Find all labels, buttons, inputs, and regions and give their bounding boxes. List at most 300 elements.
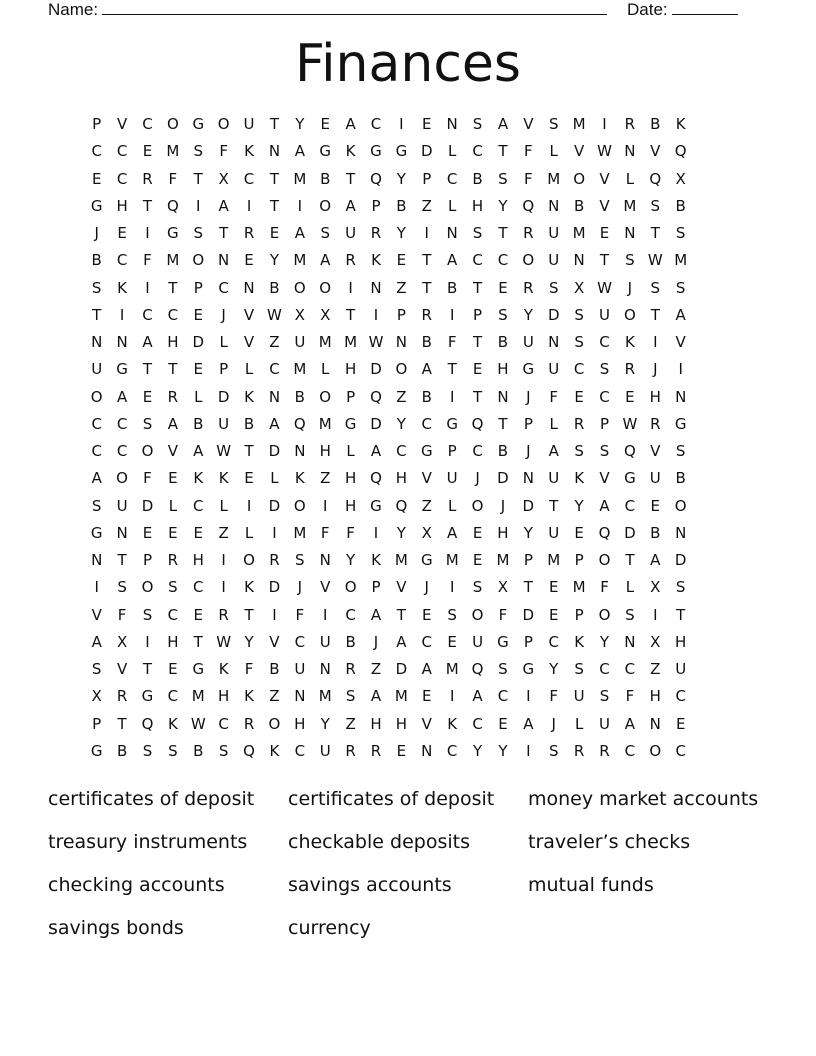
grid-letter[interactable]: P — [219, 360, 229, 379]
grid-letter[interactable]: Q — [471, 660, 484, 678]
grid-letter[interactable]: O — [598, 551, 611, 569]
grid-letter[interactable]: G — [674, 414, 687, 433]
grid-letter[interactable]: T — [650, 305, 660, 324]
grid-letter[interactable]: D — [624, 523, 636, 542]
grid-letter[interactable]: R — [167, 387, 179, 406]
grid-letter[interactable]: X — [675, 169, 686, 188]
grid-letter[interactable]: V — [396, 578, 407, 597]
grid-letter[interactable]: H — [167, 632, 179, 651]
grid-letter[interactable]: X — [116, 632, 128, 651]
grid-letter[interactable]: I — [272, 605, 277, 624]
grid-letter[interactable]: Y — [396, 224, 406, 242]
grid-letter[interactable]: G — [319, 142, 332, 161]
grid-letter[interactable]: U — [548, 224, 560, 242]
grid-letter[interactable]: I — [399, 115, 404, 133]
grid-letter[interactable]: L — [625, 169, 635, 188]
grid-letter[interactable]: L — [549, 414, 558, 433]
grid-letter[interactable]: J — [653, 360, 658, 379]
grid-letter[interactable]: A — [624, 714, 636, 733]
grid-letter[interactable]: R — [345, 660, 356, 678]
grid-letter[interactable]: L — [574, 714, 584, 733]
grid-letter[interactable]: T — [422, 278, 432, 297]
grid-letter[interactable]: E — [193, 305, 203, 324]
grid-letter[interactable]: T — [193, 632, 203, 651]
grid-letter[interactable]: V — [269, 632, 280, 651]
grid-letter[interactable]: K — [244, 687, 254, 706]
grid-letter[interactable]: W — [216, 442, 232, 460]
grid-letter[interactable]: E — [548, 578, 559, 597]
grid-letter[interactable]: G — [497, 632, 509, 651]
grid-letter[interactable]: S — [574, 442, 584, 460]
grid-letter[interactable]: C — [446, 169, 458, 188]
grid-letter[interactable]: T — [244, 442, 254, 460]
grid-letter[interactable]: N — [649, 714, 661, 733]
grid-letter[interactable]: W — [368, 333, 384, 351]
grid-letter[interactable]: C — [472, 442, 483, 460]
grid-letter[interactable]: L — [321, 360, 330, 379]
grid-letter[interactable]: O — [141, 578, 154, 597]
grid-letter[interactable]: M — [394, 687, 408, 706]
grid-letter[interactable]: L — [270, 469, 279, 488]
grid-letter[interactable]: M — [318, 687, 332, 706]
grid-letter[interactable]: K — [244, 387, 254, 406]
grid-letter[interactable]: E — [142, 142, 153, 161]
grid-letter[interactable]: B — [497, 442, 509, 460]
grid-letter[interactable]: L — [168, 496, 178, 515]
grid-letter[interactable]: Z — [650, 660, 661, 678]
grid-letter[interactable]: N — [294, 442, 306, 460]
grid-letter[interactable]: B — [472, 169, 483, 188]
grid-letter[interactable]: E — [193, 360, 203, 379]
grid-letter[interactable]: I — [526, 741, 531, 760]
grid-letter[interactable]: M — [445, 660, 459, 678]
grid-letter[interactable]: A — [650, 551, 661, 569]
grid-letter[interactable]: M — [293, 523, 307, 542]
grid-letter[interactable]: B — [91, 251, 102, 270]
grid-letter[interactable]: C — [396, 442, 407, 460]
grid-letter[interactable]: M — [674, 251, 688, 270]
grid-letter[interactable]: I — [94, 578, 99, 597]
grid-letter[interactable]: R — [243, 224, 255, 242]
grid-letter[interactable]: J — [221, 305, 226, 324]
grid-letter[interactable]: B — [269, 278, 280, 297]
grid-letter[interactable]: P — [574, 551, 584, 569]
grid-letter[interactable]: M — [166, 142, 180, 161]
grid-letter[interactable]: A — [396, 632, 407, 651]
grid-letter[interactable]: D — [268, 442, 281, 460]
grid-letter[interactable]: E — [422, 605, 432, 624]
grid-letter[interactable]: G — [370, 142, 382, 161]
grid-letter[interactable]: V — [599, 469, 610, 488]
grid-letter[interactable]: P — [371, 578, 381, 597]
grid-letter[interactable]: C — [91, 142, 102, 161]
grid-letter[interactable]: S — [625, 251, 635, 270]
grid-letter[interactable]: B — [294, 387, 305, 406]
grid-letter[interactable]: M — [318, 333, 332, 351]
grid-letter[interactable]: K — [371, 551, 381, 569]
grid-letter[interactable]: E — [548, 605, 559, 624]
grid-letter[interactable]: P — [473, 305, 483, 324]
grid-letter[interactable]: X — [573, 278, 585, 297]
grid-letter[interactable]: S — [320, 224, 330, 242]
grid-letter[interactable]: S — [574, 333, 584, 351]
grid-letter[interactable]: S — [472, 578, 483, 597]
grid-letter[interactable]: S — [142, 605, 153, 624]
grid-letter[interactable]: E — [599, 224, 610, 242]
grid-letter[interactable]: H — [497, 523, 509, 542]
grid-letter[interactable]: S — [498, 305, 508, 324]
grid-letter[interactable]: A — [472, 687, 483, 706]
grid-letter[interactable]: C — [446, 741, 458, 760]
grid-letter[interactable]: M — [293, 169, 307, 188]
grid-letter[interactable]: C — [294, 632, 306, 651]
grid-letter[interactable]: A — [193, 442, 204, 460]
grid-letter[interactable]: L — [219, 333, 228, 351]
grid-letter[interactable]: S — [447, 605, 457, 624]
grid-letter[interactable]: R — [523, 224, 534, 242]
grid-letter[interactable]: T — [269, 115, 280, 133]
grid-letter[interactable]: N — [218, 251, 230, 270]
grid-letter[interactable]: I — [602, 115, 607, 133]
grid-letter[interactable]: G — [420, 442, 433, 460]
grid-letter[interactable]: O — [319, 196, 332, 215]
grid-letter[interactable]: T — [117, 551, 127, 569]
grid-letter[interactable]: Y — [549, 660, 559, 678]
grid-letter[interactable]: G — [141, 687, 154, 706]
grid-letter[interactable]: O — [395, 360, 408, 379]
grid-letter[interactable]: Q — [293, 414, 306, 433]
grid-letter[interactable]: F — [549, 687, 559, 706]
grid-letter[interactable]: H — [344, 469, 357, 488]
grid-letter[interactable]: N — [268, 387, 281, 406]
grid-letter[interactable]: C — [116, 251, 128, 270]
grid-letter[interactable]: C — [116, 414, 128, 433]
grid-letter[interactable]: J — [526, 442, 531, 460]
grid-letter[interactable]: I — [119, 305, 125, 324]
grid-letter[interactable]: W — [216, 632, 232, 651]
grid-letter[interactable]: K — [294, 469, 305, 488]
grid-letter[interactable]: C — [116, 142, 128, 161]
grid-letter[interactable]: S — [472, 115, 483, 133]
grid-letter[interactable]: Y — [523, 523, 533, 542]
grid-letter[interactable]: O — [649, 741, 662, 760]
grid-letter[interactable]: R — [370, 741, 382, 760]
grid-letter[interactable]: C — [472, 714, 483, 733]
grid-letter[interactable]: F — [168, 169, 178, 188]
grid-letter[interactable]: M — [547, 169, 561, 188]
grid-letter[interactable]: O — [268, 714, 281, 733]
grid-letter[interactable]: R — [370, 224, 382, 242]
grid-letter[interactable]: P — [422, 169, 432, 188]
grid-letter[interactable]: N — [370, 278, 382, 297]
grid-letter[interactable]: M — [166, 251, 180, 270]
grid-letter[interactable]: L — [625, 578, 635, 597]
grid-letter[interactable]: I — [297, 196, 303, 215]
grid-letter[interactable]: T — [142, 196, 153, 215]
grid-letter[interactable]: P — [523, 551, 533, 569]
grid-letter[interactable]: D — [674, 551, 687, 569]
grid-letter[interactable]: P — [193, 278, 203, 297]
grid-letter[interactable]: U — [116, 496, 128, 515]
grid-letter[interactable]: C — [472, 142, 483, 161]
grid-letter[interactable]: D — [370, 414, 382, 433]
grid-letter[interactable]: A — [421, 660, 432, 678]
grid-letter[interactable]: D — [370, 360, 382, 379]
grid-letter[interactable]: H — [370, 714, 382, 733]
grid-letter[interactable]: I — [145, 224, 150, 242]
grid-letter[interactable]: E — [396, 251, 407, 270]
grid-letter[interactable]: Q — [471, 414, 484, 433]
grid-letter[interactable]: A — [447, 523, 458, 542]
grid-letter[interactable]: A — [91, 632, 102, 651]
grid-letter[interactable]: L — [346, 442, 355, 460]
grid-letter[interactable]: H — [116, 196, 128, 215]
grid-letter[interactable]: O — [573, 169, 586, 188]
grid-letter[interactable]: T — [117, 714, 127, 733]
grid-letter[interactable]: C — [675, 687, 686, 706]
grid-letter[interactable]: U — [675, 660, 687, 678]
grid-letter[interactable]: T — [676, 605, 686, 624]
grid-letter[interactable]: O — [293, 278, 306, 297]
grid-letter[interactable]: H — [675, 632, 687, 651]
grid-letter[interactable]: X — [91, 687, 102, 706]
grid-letter[interactable]: O — [293, 496, 306, 515]
grid-letter[interactable]: C — [573, 360, 585, 379]
grid-letter[interactable]: B — [497, 333, 509, 351]
grid-letter[interactable]: B — [675, 469, 686, 488]
grid-letter[interactable]: C — [599, 660, 610, 678]
grid-letter[interactable]: E — [625, 387, 635, 406]
grid-letter[interactable]: S — [168, 578, 178, 597]
grid-letter[interactable]: Q — [623, 442, 636, 460]
grid-letter[interactable]: G — [192, 115, 205, 133]
grid-letter[interactable]: O — [319, 387, 332, 406]
grid-letter[interactable]: L — [244, 523, 254, 542]
grid-letter[interactable]: Q — [141, 714, 154, 733]
grid-letter[interactable]: V — [116, 115, 128, 133]
grid-letter[interactable]: K — [167, 714, 178, 733]
grid-letter[interactable]: E — [675, 714, 686, 733]
grid-letter[interactable]: V — [675, 333, 686, 351]
grid-letter[interactable]: E — [244, 251, 254, 270]
grid-letter[interactable]: S — [650, 278, 661, 297]
grid-letter[interactable]: B — [396, 196, 407, 215]
grid-letter[interactable]: X — [294, 305, 305, 324]
grid-letter[interactable]: E — [472, 551, 483, 569]
grid-letter[interactable]: A — [523, 714, 534, 733]
grid-letter[interactable]: Q — [522, 196, 535, 215]
grid-letter[interactable]: U — [548, 360, 560, 379]
grid-letter[interactable]: N — [675, 523, 687, 542]
grid-letter[interactable]: R — [624, 360, 636, 379]
grid-letter[interactable]: C — [142, 115, 153, 133]
grid-letter[interactable]: F — [295, 605, 305, 624]
grid-letter[interactable]: Z — [370, 660, 382, 678]
grid-letter[interactable]: K — [244, 578, 254, 597]
grid-letter[interactable]: E — [422, 115, 432, 133]
grid-letter[interactable]: G — [624, 469, 636, 488]
grid-letter[interactable]: N — [497, 387, 509, 406]
grid-letter[interactable]: X — [218, 169, 229, 188]
grid-letter[interactable]: A — [116, 387, 128, 406]
grid-letter[interactable]: N — [624, 142, 636, 161]
grid-letter[interactable]: A — [294, 224, 305, 242]
grid-letter[interactable]: T — [193, 169, 203, 188]
grid-letter[interactable]: U — [599, 305, 610, 324]
grid-letter[interactable]: K — [574, 469, 585, 488]
grid-letter[interactable]: T — [269, 196, 280, 215]
grid-letter[interactable]: U — [345, 224, 357, 242]
grid-letter[interactable]: T — [269, 169, 280, 188]
grid-letter[interactable]: J — [424, 578, 429, 597]
grid-letter[interactable]: Y — [599, 632, 610, 651]
grid-letter[interactable]: S — [675, 578, 686, 597]
grid-letter[interactable]: P — [346, 387, 356, 406]
grid-letter[interactable]: O — [243, 551, 255, 569]
grid-letter[interactable]: S — [91, 496, 102, 515]
grid-letter[interactable]: H — [395, 469, 408, 488]
grid-letter[interactable]: N — [91, 551, 103, 569]
grid-letter[interactable]: Z — [269, 333, 280, 351]
grid-letter[interactable]: E — [142, 523, 153, 542]
grid-letter[interactable]: V — [523, 115, 534, 133]
grid-letter[interactable]: U — [522, 333, 534, 351]
grid-letter[interactable]: S — [574, 660, 584, 678]
grid-letter[interactable]: R — [573, 741, 585, 760]
grid-letter[interactable]: J — [627, 278, 633, 297]
grid-letter[interactable]: B — [675, 196, 686, 215]
grid-letter[interactable]: R — [167, 551, 179, 569]
grid-letter[interactable]: C — [243, 169, 255, 188]
grid-letter[interactable]: A — [294, 142, 305, 161]
grid-letter[interactable]: C — [599, 333, 610, 351]
grid-letter[interactable]: J — [526, 387, 531, 406]
grid-letter[interactable]: I — [373, 523, 379, 542]
grid-letter[interactable]: W — [597, 142, 612, 161]
grid-letter[interactable]: R — [650, 414, 661, 433]
grid-letter[interactable]: A — [675, 305, 686, 324]
grid-letter[interactable]: I — [449, 387, 455, 406]
grid-letter[interactable]: Y — [574, 496, 584, 515]
grid-letter[interactable]: C — [167, 605, 179, 624]
grid-letter[interactable]: G — [167, 224, 179, 242]
grid-letter[interactable]: X — [497, 578, 509, 597]
grid-letter[interactable]: P — [523, 414, 533, 433]
grid-letter[interactable]: G — [370, 496, 382, 515]
grid-letter[interactable]: I — [221, 578, 226, 597]
grid-letter[interactable]: V — [167, 442, 178, 460]
grid-letter[interactable]: S — [498, 660, 508, 678]
grid-letter[interactable]: G — [522, 660, 535, 678]
grid-letter[interactable]: C — [370, 115, 382, 133]
grid-letter[interactable]: J — [475, 469, 480, 488]
grid-letter[interactable]: P — [574, 605, 584, 624]
grid-letter[interactable]: U — [446, 469, 458, 488]
grid-letter[interactable]: L — [447, 142, 457, 161]
grid-letter[interactable]: G — [420, 551, 433, 569]
grid-letter[interactable]: G — [192, 660, 205, 678]
grid-letter[interactable]: Z — [269, 687, 280, 706]
grid-letter[interactable]: S — [599, 687, 610, 706]
grid-letter[interactable]: T — [625, 551, 635, 569]
grid-letter[interactable]: O — [623, 305, 636, 324]
grid-letter[interactable]: U — [218, 414, 230, 433]
grid-letter[interactable]: B — [447, 278, 458, 297]
grid-letter[interactable]: H — [192, 551, 204, 569]
grid-letter[interactable]: I — [678, 360, 683, 379]
grid-letter[interactable]: R — [116, 687, 128, 706]
grid-letter[interactable]: N — [91, 333, 103, 351]
grid-letter[interactable]: M — [572, 115, 586, 133]
grid-letter[interactable]: V — [421, 469, 432, 488]
grid-letter[interactable]: A — [142, 333, 153, 351]
grid-letter[interactable]: I — [449, 687, 455, 706]
grid-letter[interactable]: Y — [346, 551, 356, 569]
grid-letter[interactable]: H — [319, 442, 331, 460]
grid-letter[interactable]: I — [246, 196, 252, 215]
grid-letter[interactable]: Y — [396, 523, 406, 542]
grid-letter[interactable]: T — [498, 142, 508, 161]
date-blank[interactable] — [672, 0, 738, 15]
grid-letter[interactable]: O — [598, 605, 611, 624]
grid-letter[interactable]: T — [168, 360, 178, 379]
grid-letter[interactable]: K — [447, 714, 458, 733]
grid-letter[interactable]: I — [449, 305, 455, 324]
grid-letter[interactable]: W — [647, 251, 663, 270]
grid-letter[interactable]: C — [421, 632, 433, 651]
grid-letter[interactable]: F — [143, 251, 152, 270]
grid-letter[interactable]: O — [471, 605, 484, 624]
grid-letter[interactable]: K — [574, 632, 585, 651]
grid-letter[interactable]: E — [244, 469, 254, 488]
grid-letter[interactable]: I — [145, 632, 150, 651]
grid-letter[interactable]: B — [345, 632, 356, 651]
grid-letter[interactable]: T — [472, 387, 483, 406]
grid-letter[interactable]: L — [447, 196, 457, 215]
grid-letter[interactable]: H — [344, 360, 357, 379]
grid-letter[interactable]: G — [90, 196, 103, 215]
grid-letter[interactable]: T — [599, 251, 610, 270]
grid-letter[interactable]: N — [548, 196, 560, 215]
grid-letter[interactable]: I — [145, 278, 150, 297]
grid-letter[interactable]: W — [267, 305, 282, 324]
grid-letter[interactable]: U — [294, 333, 306, 351]
grid-letter[interactable]: S — [599, 442, 610, 460]
grid-letter[interactable]: I — [322, 605, 328, 624]
grid-letter[interactable]: J — [297, 578, 303, 597]
grid-letter[interactable]: M — [572, 224, 586, 242]
grid-letter[interactable]: M — [191, 687, 205, 706]
grid-letter[interactable]: C — [345, 605, 356, 624]
grid-letter[interactable]: L — [549, 142, 558, 161]
grid-letter[interactable]: C — [269, 360, 280, 379]
grid-letter[interactable]: V — [243, 333, 255, 351]
grid-letter[interactable]: O — [141, 442, 154, 460]
grid-letter[interactable]: I — [196, 196, 201, 215]
grid-letter[interactable]: A — [370, 605, 382, 624]
grid-letter[interactable]: L — [219, 496, 228, 515]
grid-letter[interactable]: C — [624, 496, 636, 515]
grid-letter[interactable]: Y — [295, 115, 305, 133]
grid-letter[interactable]: Y — [320, 714, 330, 733]
grid-letter[interactable]: T — [244, 605, 254, 624]
grid-letter[interactable]: W — [190, 714, 206, 733]
grid-letter[interactable]: M — [293, 251, 307, 270]
grid-letter[interactable]: G — [116, 360, 128, 379]
grid-letter[interactable]: I — [373, 305, 379, 324]
grid-letter[interactable]: M — [394, 551, 408, 569]
grid-letter[interactable]: I — [653, 333, 658, 351]
